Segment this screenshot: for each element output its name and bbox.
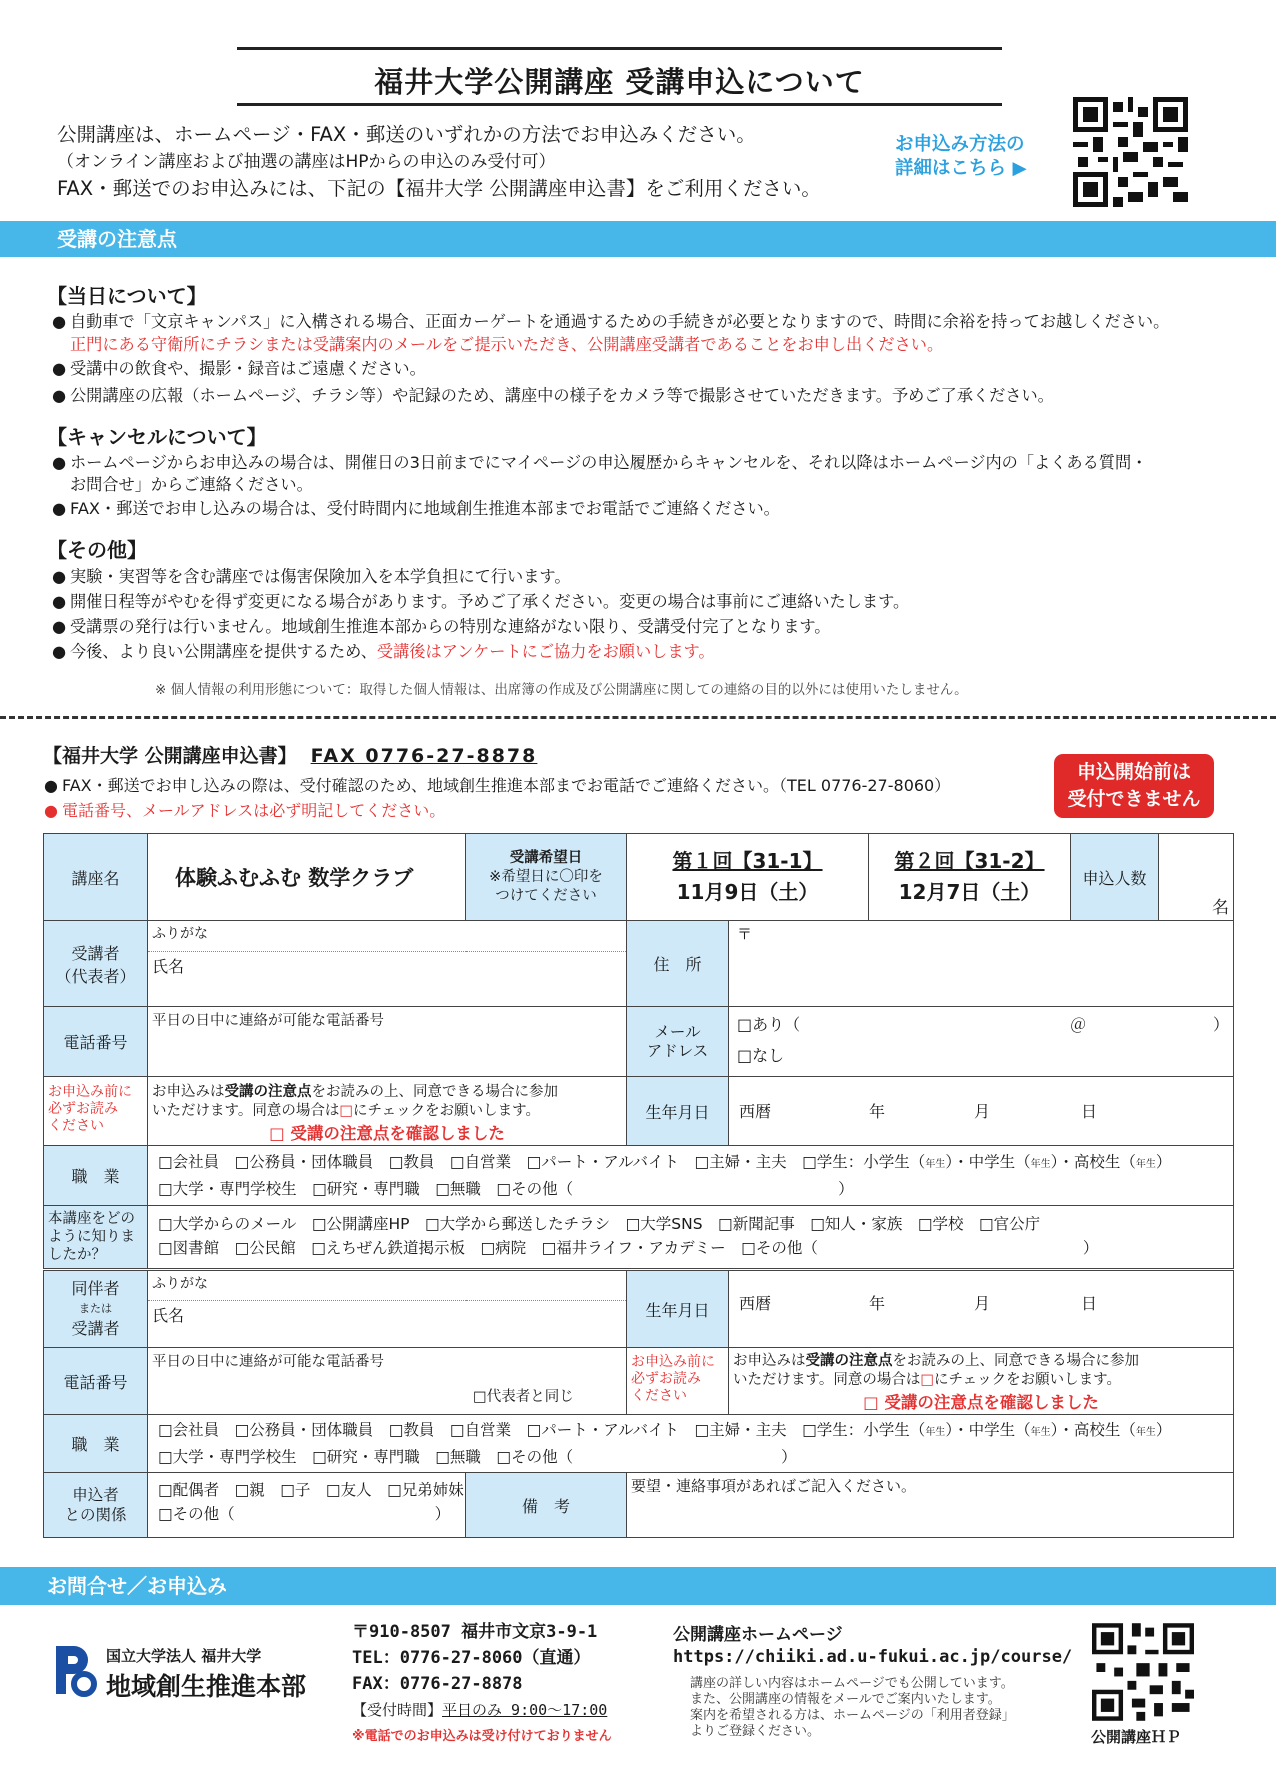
org-line-2: 地域創生推進本部: [106, 1672, 307, 1701]
hp-qr-code-icon[interactable]: [1092, 1622, 1194, 1722]
relation-label: 申込者 との関係: [44, 1473, 148, 1538]
privacy-note: ※ 個人情報の利用形態について：取得した個人情報は、出席簿の作成及び公開講座に関しての連絡の目的以外には使用いたしません。: [155, 682, 968, 698]
how-known-options[interactable]: □大学からのメール □公開講座HP □大学から郵送したチラシ □大学SNS □新聞記事 □知人・家族 □学校 □官公庁 □図書館 □公民館 □えちぜん鉄道掲示板 □病院 □福井ライフ・アカデミー □その他（ ）: [148, 1206, 1234, 1269]
note-day-3: ● 公開講座の広報（ホームページ、チラシ等）や記録のため、講座中の様子をカメラ等で撮影させていただきます。予めご了承ください。: [52, 386, 1054, 405]
detail-link-line-2: 詳細はこちら ▶: [895, 158, 1027, 179]
note-other-3: ● 受講票の発行は行いません。地域創生推進本部からの特別な連絡がない限り、受講受付完了となります。: [52, 617, 831, 636]
other-heading: 【その他】: [47, 538, 147, 562]
qr-code-icon[interactable]: [1073, 97, 1188, 207]
note-other-4: ● 今後、より良い公開講座を提供するため、受講後はアンケートにご協力をお願いします。: [52, 642, 715, 661]
job-options[interactable]: □会社員 □公務員・団体職員 □教員 □自営業 □パート・アルバイト □主婦・主夫 □学生：小学生（年生）・中学生（年生）・高校生（年生） □大学・専門学校生 □研究・専門職 □無職 □その他（ ）: [148, 1146, 1234, 1206]
birth-label: 生年月日: [627, 1077, 729, 1146]
session-2-option[interactable]: 第２回【31-2】 12月7日（土）: [869, 834, 1071, 921]
companion-name-field[interactable]: 氏名: [148, 1301, 627, 1348]
footer-tel: TEL：0776-27-8060（直通）: [352, 1648, 591, 1668]
note-cancel-1b: お問合せ」からご連絡ください。: [70, 475, 313, 494]
job-label: 職 業: [44, 1146, 148, 1206]
companion-job-label: 職 業: [44, 1415, 148, 1473]
companion-phone-label: 電話番号: [44, 1348, 148, 1415]
notes-banner: 受講の注意点: [0, 221, 1276, 257]
intro-line-2: （オンライン講座および抽選の講座はHPからの申込のみ受付可）: [57, 152, 556, 172]
note-day-1b: 正門にある守衛所にチラシまたは受講案内のメールをご提示いただき、公開講座受講者であることをお申し出ください。: [70, 335, 944, 354]
qr-caption: 公開講座ＨＰ: [1091, 1728, 1182, 1746]
title-rule-bottom: [237, 103, 1002, 106]
address-label: 住 所: [627, 921, 729, 1007]
intro-line-1: 公開講座は、ホームページ・FAX・郵送のいずれかの方法でお申込みください。: [57, 123, 756, 146]
remarks-field[interactable]: 要望・連絡事項があればご記入ください。: [627, 1473, 1234, 1538]
cancel-heading: 【キャンセルについて】: [47, 425, 267, 449]
form-note-1: ● FAX・郵送でお申し込みの際は、受付確認のため、地域創生推進本部までお電話でご連絡ください。（TEL 0776-27-8060）: [44, 776, 951, 795]
application-table-1: [43, 833, 1234, 1269]
note-cancel-2: ● FAX・郵送でお申し込みの場合は、受付時間内に地域創生推進本部までお電話でご連絡ください。: [52, 499, 780, 518]
university-logo-icon: [46, 1640, 98, 1700]
hp-title: 公開講座ホームページ: [673, 1625, 843, 1645]
course-name: 体験ふむふむ 数学クラブ: [148, 834, 466, 921]
cut-line: [0, 716, 1276, 719]
note-cancel-1: ● ホームページからお申込みの場合は、開催日の3日前までにマイページの申込履歴からキャンセルを、それ以降はホームページ内の「よくある質問・: [52, 453, 1148, 472]
address-field[interactable]: 〒: [729, 921, 1234, 1007]
footer-hours: 【受付時間】平日のみ 9:00～17:00: [352, 1701, 608, 1719]
relation-options[interactable]: □配偶者 □親 □子 □友人 □兄弟姉妹 □その他（ ）: [148, 1473, 466, 1538]
applicant-label: 受講者 （代表者）: [44, 921, 148, 1007]
companion-furigana-field[interactable]: ふりがな: [148, 1271, 627, 1301]
form-note-2: ● 電話番号、メールアドレスは必ず明記してください。: [44, 801, 446, 820]
applicant-furigana-field[interactable]: ふりがな: [148, 921, 627, 952]
day-heading: 【当日について】: [47, 284, 207, 308]
note-day-1: ● 自動車で「文京キャンパス」に入構される場合、正面カーゲートを通過するための手続きが必要となりますので、時間に余裕を持ってお越しください。: [52, 312, 1170, 331]
companion-label: 同伴者 または 受講者: [44, 1271, 148, 1348]
note-day-2: ● 受講中の飲食や、撮影・録音はご遠慮ください。: [52, 359, 426, 378]
companion-job-options[interactable]: □会社員 □公務員・団体職員 □教員 □自営業 □パート・アルバイト □主婦・主夫 □学生：小学生（年生）・中学生（年生）・高校生（年生） □大学・専門学校生 □研究・専門職 □無職 □その他（ ）: [148, 1415, 1234, 1473]
phone-field[interactable]: 平日の日中に連絡が可能な電話番号: [148, 1007, 627, 1077]
companion-consent-block: お申込みは受講の注意点をお読みの上、同意できる場合に参加 いただけます。同意の場合は□にチェックをお願いします。 □ 受講の注意点を確認しました: [729, 1348, 1234, 1415]
consent-checkbox[interactable]: □ 受講の注意点を確認しました: [269, 1124, 505, 1143]
birth-field[interactable]: 西暦 年 月 日: [729, 1077, 1234, 1146]
contact-banner: お問合せ／お申込み: [0, 1567, 1276, 1605]
count-input[interactable]: 名: [1159, 834, 1234, 921]
consent-block: お申込みは受講の注意点をお読みの上、同意できる場合に参加 いただけます。同意の場合は□にチェックをお願いします。 □ 受講の注意点を確認しました: [148, 1077, 627, 1146]
title-rule-top: [237, 47, 1002, 50]
session-1-option[interactable]: 第１回【31-1】 11月9日（土）: [627, 834, 869, 921]
count-label: 申込人数: [1071, 834, 1159, 921]
intro-line-3: FAX・郵送でのお申込みには、下記の【福井大学 公開講座申込書】をご利用ください。: [57, 177, 821, 200]
read-before-label: お申込み前に 必ずお読み ください: [44, 1077, 148, 1146]
note-other-1: ● 実験・実習等を含む講座では傷害保険加入を本学負担にて行います。: [52, 567, 571, 586]
email-field[interactable]: □あり（ ＠ ） □なし: [729, 1007, 1234, 1077]
applicant-name-field[interactable]: 氏名: [148, 952, 627, 1007]
detail-link-line-1: お申込み方法の: [895, 134, 1025, 155]
note-other-2: ● 開催日程等がやむを得ず変更になる場合があります。予めご了承ください。変更の場合は事前にご連絡いたします。: [52, 592, 910, 611]
footer-no-phone: ※電話でのお申込みは受け付けておりません: [352, 1729, 612, 1744]
footer-address: 〒910-8507 福井市文京3-9-1: [352, 1622, 598, 1642]
phone-label: 電話番号: [44, 1007, 148, 1077]
companion-birth-label: 生年月日: [627, 1271, 729, 1348]
remarks-label: 備 考: [466, 1473, 627, 1538]
companion-consent-checkbox[interactable]: □ 受講の注意点を確認しました: [863, 1393, 1099, 1412]
same-as-rep-checkbox[interactable]: □代表者と同じ: [473, 1389, 574, 1405]
form-title: 【福井大学 公開講座申込書】 FAX 0776-27-8878: [43, 745, 538, 767]
how-known-label: 本講座をどの ように知りま したか？: [44, 1206, 148, 1269]
application-table-2: [43, 1270, 1234, 1538]
course-label: 講座名: [44, 834, 148, 921]
footer-fax: FAX：0776-27-8878: [352, 1674, 523, 1694]
email-label: メール アドレス: [627, 1007, 729, 1077]
companion-birth-field[interactable]: 西暦 年 月 日: [729, 1271, 1234, 1348]
hp-note: 講座の詳しい内容はホームページでも公開しています。 また、公開講座の情報をメールでご案内いたします。 案内を希望される方は、ホームページの「利用者登録」 よりご登録ください。: [690, 1676, 1015, 1739]
form-fax: FAX 0776-27-8878: [310, 745, 538, 767]
page-title: 福井大学公開講座 受講申込について: [374, 65, 865, 99]
companion-read-before-label: お申込み前に 必ずお読み ください: [627, 1348, 729, 1415]
wish-date-label: 受講希望日 ※希望日に〇印を つけてください: [466, 834, 627, 921]
hp-url[interactable]: https://chiiki.ad.u-fukui.ac.jp/course/: [673, 1647, 1073, 1667]
detail-link[interactable]: [895, 133, 1027, 181]
companion-phone-field[interactable]: 平日の日中に連絡が可能な電話番号 □代表者と同じ: [148, 1348, 627, 1415]
org-line-1: 国立大学法人 福井大学: [106, 1647, 262, 1665]
not-accepted-badge: 申込開始前は 受付できません: [1054, 754, 1214, 818]
